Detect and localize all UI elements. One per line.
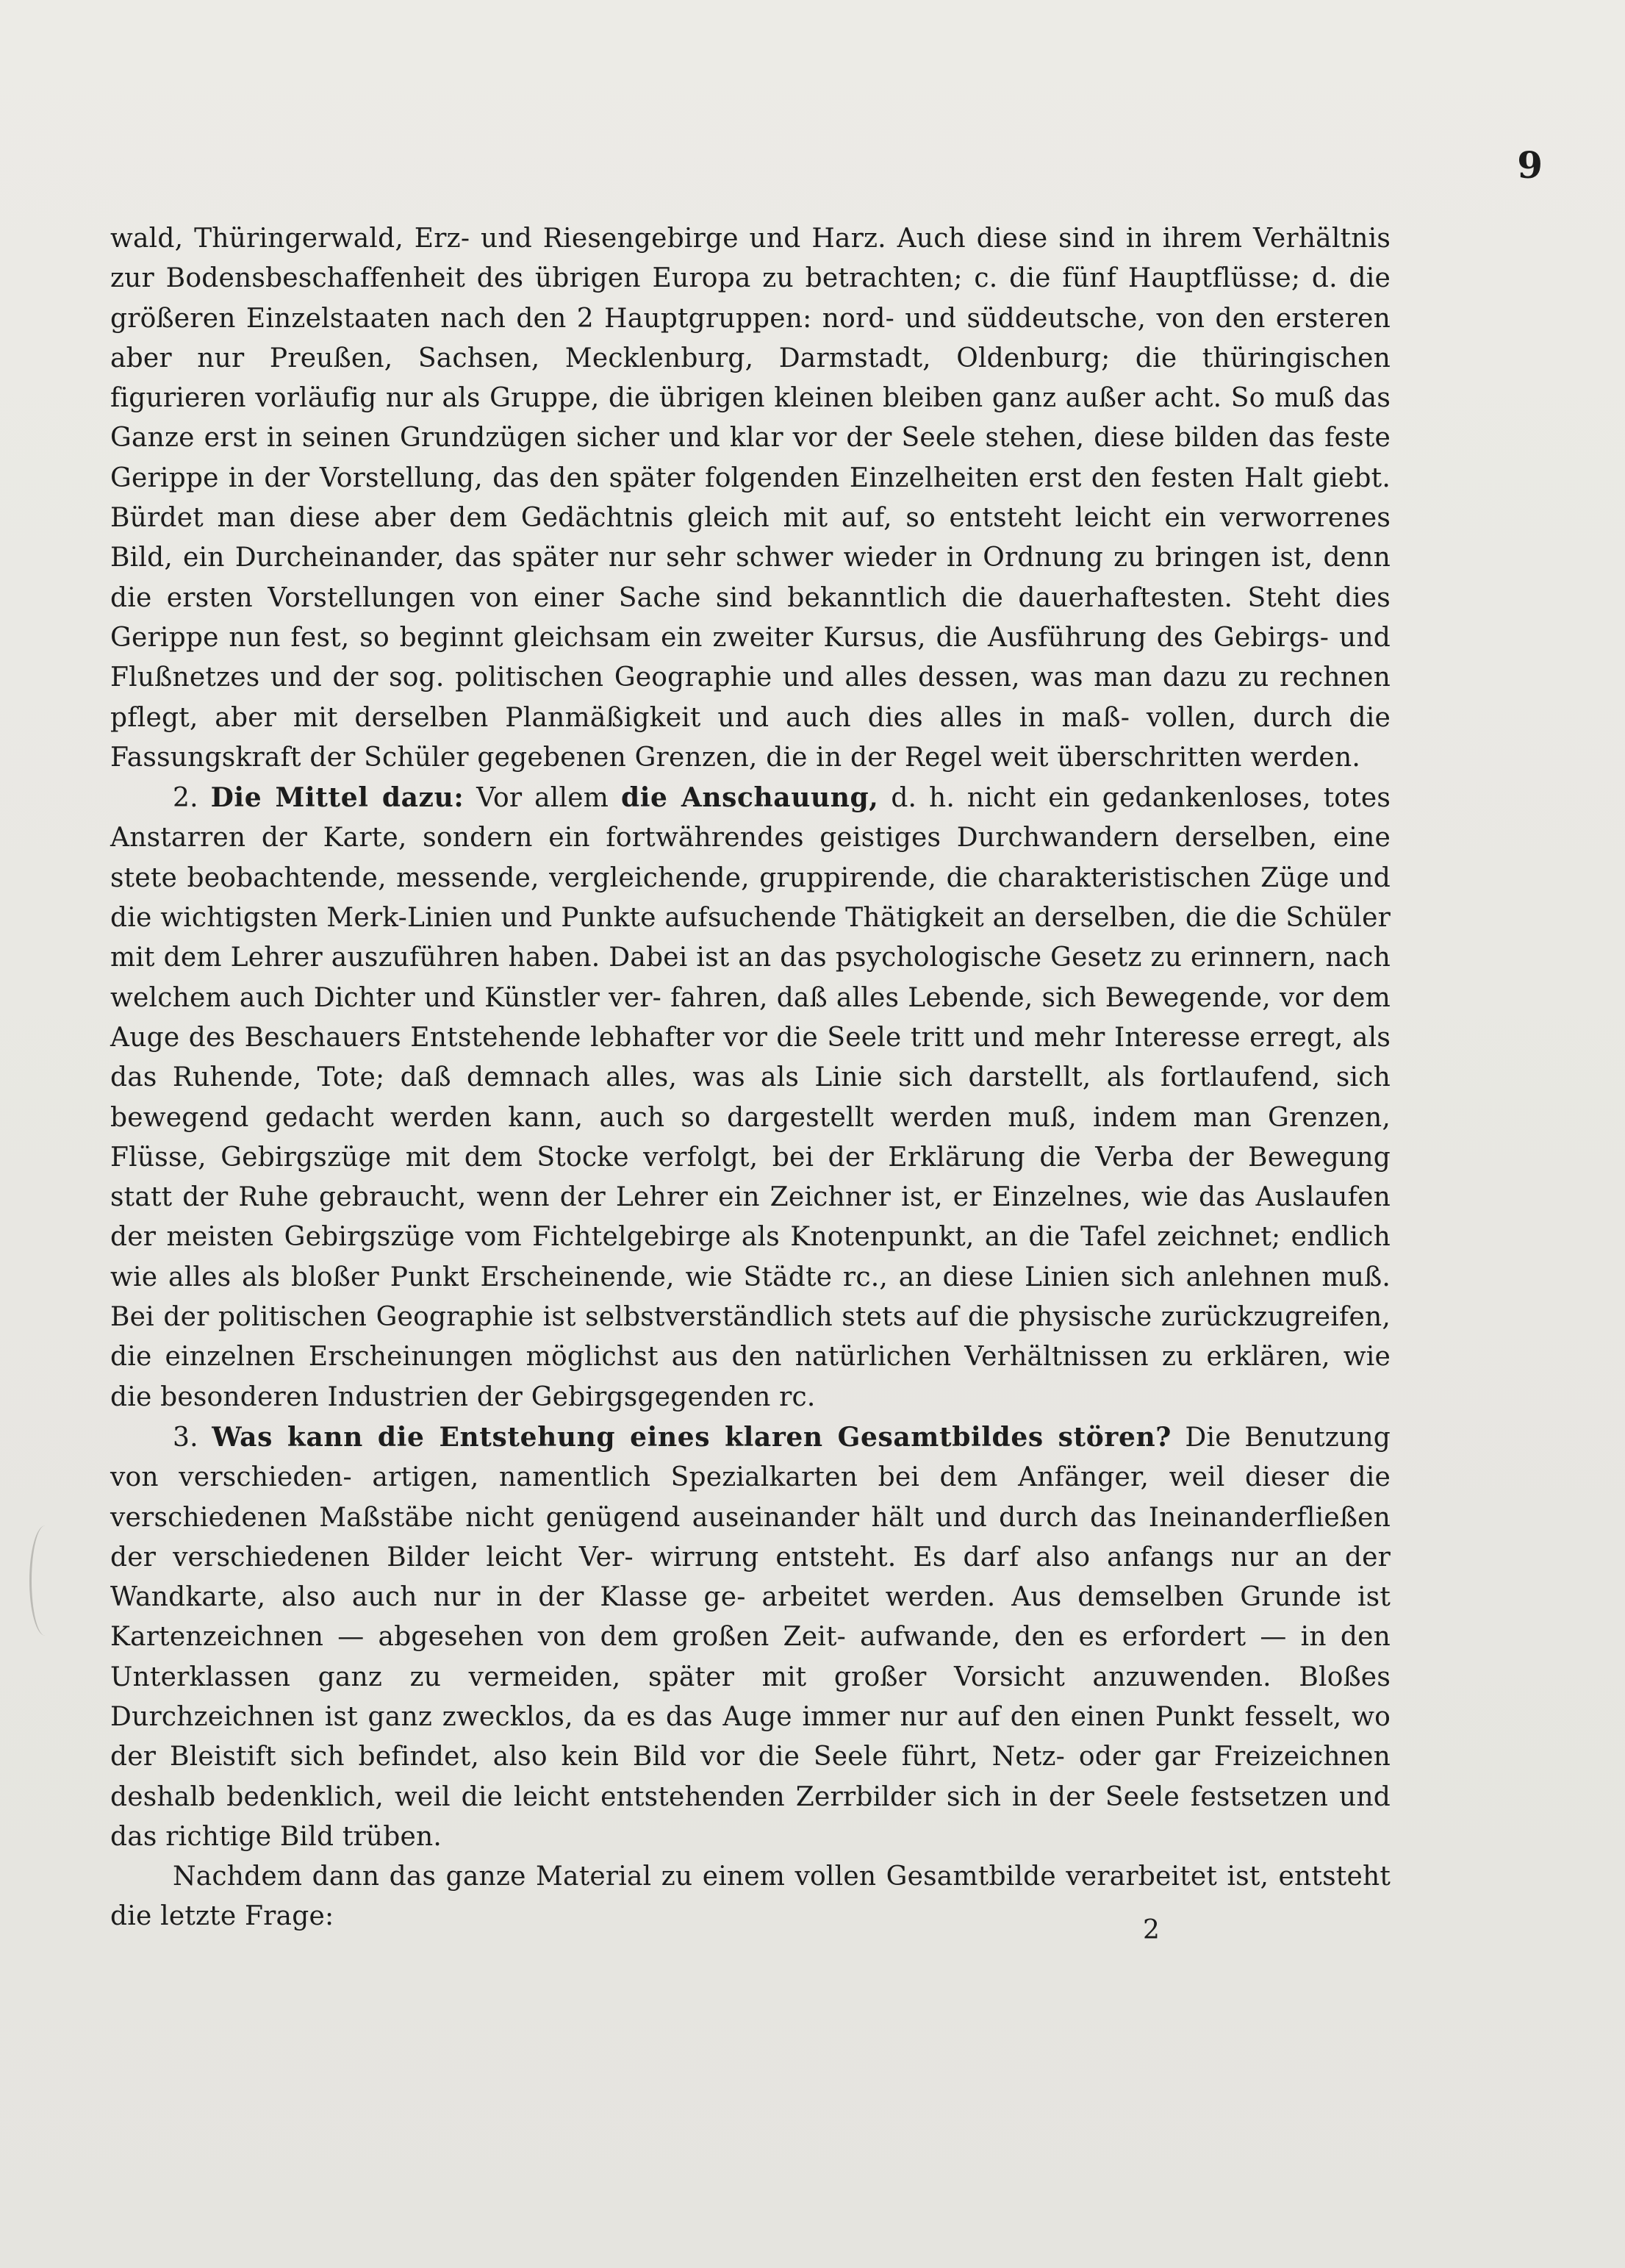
paragraph-2: [110, 778, 1391, 1417]
paragraph-3-text: Die Benutzung von verschieden- artigen, namentlich Spezialkarten bei dem Anfänger, weil dieser die verschiedenen Maßstäbe nicht genügend auseinander hält und durch das Ineinanderfließen der verschiedenen Bilder leicht Ver- wirrung entsteht. Es darf also anfangs nur an der Wandkarte, also auch nur in der Klasse ge- arbeitet werden. Aus demselben Grunde ist Kartenzeichnen — abgesehen von dem großen Zeit- aufwande, den es erfordert — in den Unterklassen ganz zu vermeiden, später mit großer Vorsicht anzuwenden. Bloßes Durchzeichnen ist ganz zwecklos, da es das Auge immer nur auf den einen Punkt fesselt, wo der Bleistift sich befindet, also kein Bild vor die Seele führt, Netz- oder gar Freizeichnen deshalb bedenklich, weil die leicht entstehenden Zerrbilder sich in der Seele festsetzen und das richtige Bild trüben.: [110, 1422, 1391, 1852]
signature-mark: 2: [1143, 1915, 1160, 1945]
paragraph-3-heading: Was kann die Entstehung eines klaren Gesamtbildes stören?: [212, 1421, 1172, 1453]
paragraph-1-text: wald, Thüringerwald, Erz- und Riesengebirge und Harz. Auch diese sind in ihrem Verhältnis zur Bodensbeschaffenheit des übrigen Europa zu betrachten; c. die fünf Hauptflüsse; d. die größeren Einzelstaaten nach den 2 Hauptgruppen: nord- und süddeutsche, von den ersteren aber nur Preußen, Sachsen, Mecklenburg, Darmstadt, Oldenburg; die thüringischen figurieren vorläufig nur als Gruppe, die übrigen kleinen bleiben ganz außer acht. So muß das Ganze erst in seinen Grundzügen sicher und klar vor der Seele stehen, diese bilden das feste Gerippe in der Vorstellung, das den später folgenden Einzelheiten erst den festen Halt giebt. Bürdet man diese aber dem Gedächtnis gleich mit auf, so entsteht leicht ein verworrenes Bild, ein Durcheinander, das später nur sehr schwer wieder in Ordnung zu bringen ist, denn die ersten Vorstellungen von einer Sache sind bekanntlich die dauerhaftesten. Steht dies Gerippe nun fest, so beginnt gleichsam ein zweiter Kursus, die Ausführung des Gebirgs- und Flußnetzes und der sog. politischen Geographie und alles dessen, was man dazu zu rechnen pflegt, aber mit derselben Planmäßigkeit und auch dies alles in maß- vollen, durch die Fassungskraft der Schüler gegebenen Grenzen, die in der Regel weit überschritten werden.: [110, 223, 1391, 773]
bleed-through-mark: [29, 1525, 61, 1636]
paragraph-2-text: d. h. nicht ein gedankenloses, totes Anstarren der Karte, sondern ein fortwährendes geistiges Durchwandern derselben, eine stete beobachtende, messende, vergleichende, gruppirende, die charakteristischen Züge und die wichtigsten Merk-Linien und Punkte aufsuchende Thätigkeit an derselben, die die Schüler mit dem Lehrer auszuführen haben. Dabei ist an das psychologische Gesetz zu erinnern, nach welchem auch Dichter und Künstler ver- fahren, daß alles Lebende, sich Bewegende, vor dem Auge des Beschauers Entstehende lebhafter vor die Seele tritt und mehr Interesse erregt, als das Ruhende, Tote; daß demnach alles, was als Linie sich darstellt, als fortlaufend, sich bewegend gedacht werden kann, auch so dargestellt werden muß, indem man Grenzen, Flüsse, Gebirgszüge mit dem Stocke verfolgt, bei der Erklärung die Verba der Bewegung statt der Ruhe gebraucht, wenn der Lehrer ein Zeichner ist, er Einzelnes, wie das Auslaufen der meisten Gebirgszüge vom Fichtelgebirge als Knotenpunkt, an die Tafel zeichnet; endlich wie alles als bloßer Punkt Erscheinende, wie Städte rc., an diese Linien sich anlehnen muß. Bei der politischen Geographie ist selbstverständlich stets auf die physische zurückzugreifen, die einzelnen Erscheinungen möglichst aus den natürlichen Verhältnissen zu erklären, wie die besonderen Industrien der Gebirgsgegenden rc.: [110, 783, 1391, 1412]
paragraph-2-lead: Vor allem: [476, 783, 609, 814]
paragraph-3-number: 3.: [173, 1422, 198, 1453]
paragraph-2-number: 2.: [173, 783, 198, 814]
paragraph-2-heading: Die Mittel dazu:: [210, 782, 464, 814]
paragraph-1: [110, 219, 1391, 778]
paragraph-2-emphasis: die Anschauung,: [620, 782, 879, 814]
body-text: [110, 219, 1391, 1937]
page-number: 9: [1517, 143, 1543, 187]
paragraph-4-text: Nachdem dann das ganze Material zu einem vollen Gesamtbilde verarbeitet ist, entsteht die letzte Frage:: [110, 1861, 1391, 1932]
paragraph-3: [110, 1417, 1391, 1857]
paragraph-4: [110, 1857, 1391, 1937]
